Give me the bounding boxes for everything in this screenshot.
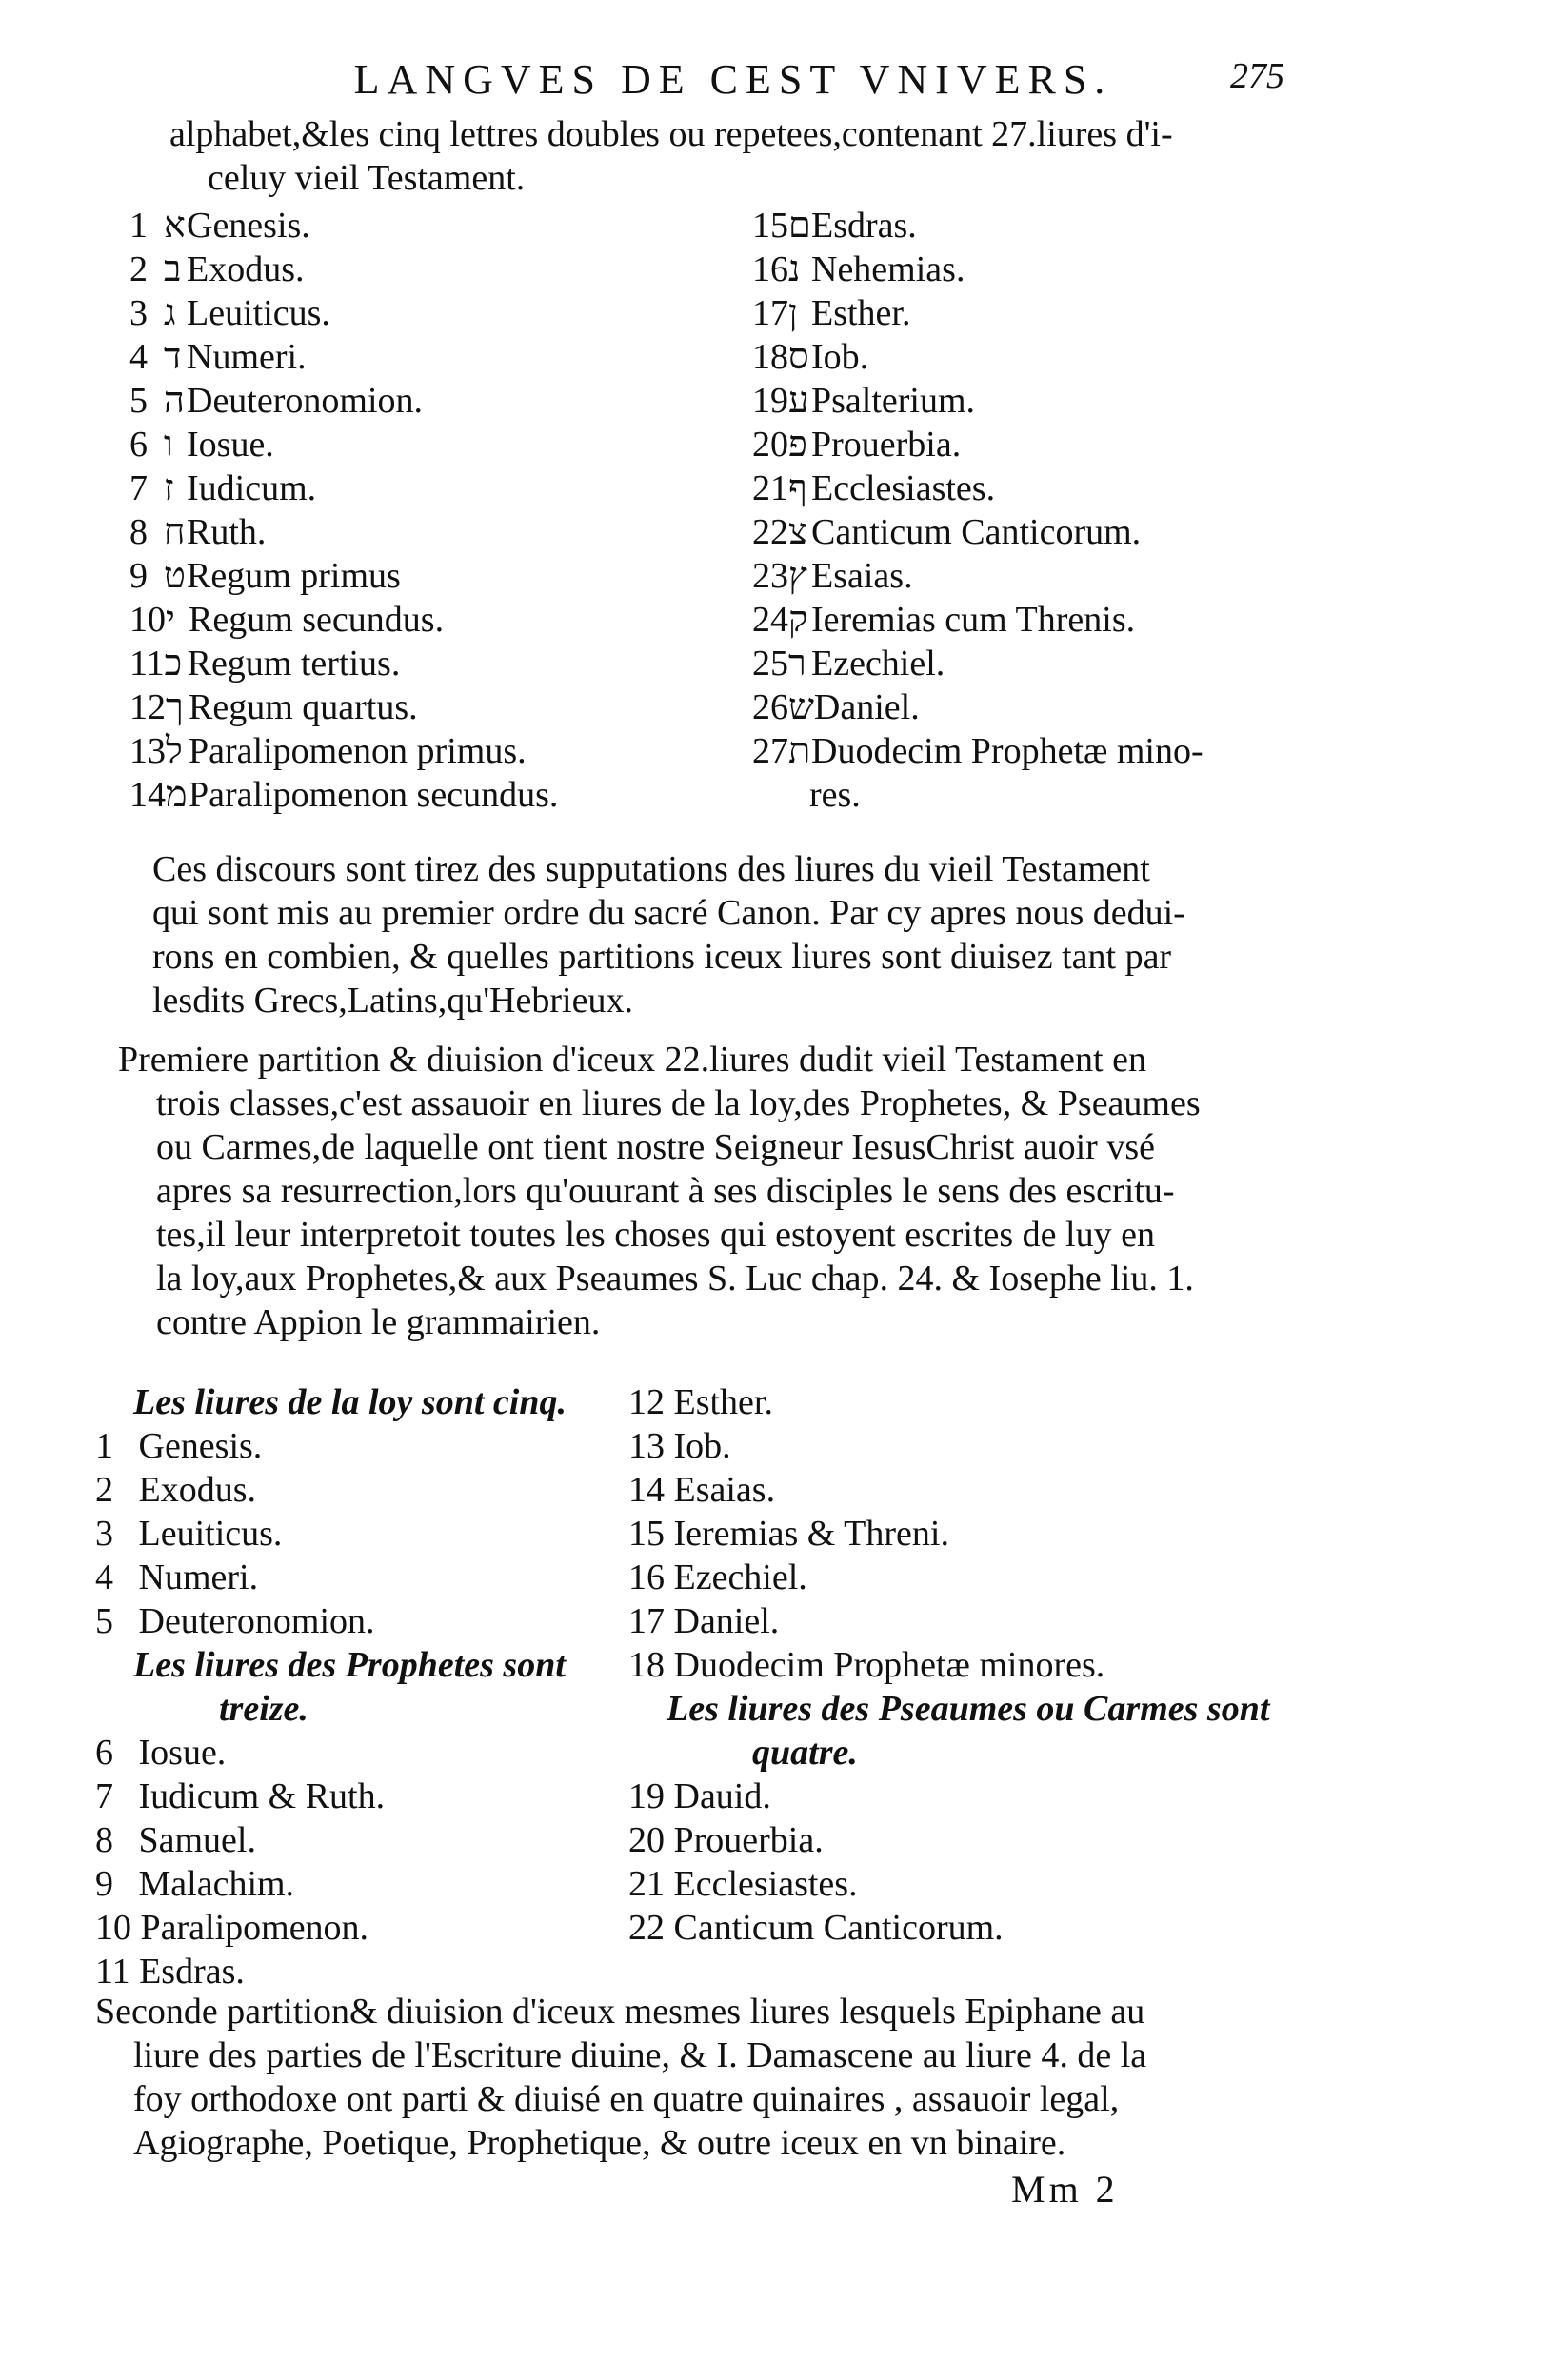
book-name: Regum primus	[187, 556, 401, 596]
item-number: 9	[129, 556, 148, 596]
item-number: 25	[752, 644, 788, 684]
hebrew-letter: ת	[788, 731, 811, 771]
list-item	[129, 248, 558, 291]
list-item	[95, 1950, 567, 1993]
text-line: Ces discours sont tirez des supputations des liures du vieil Testament	[152, 849, 1150, 889]
list-item	[129, 642, 558, 685]
book-name: Regum quartus.	[189, 687, 418, 727]
book-name: Leuiticus.	[187, 293, 330, 333]
list-item	[129, 554, 558, 598]
list-item	[95, 1512, 567, 1556]
list-item	[752, 204, 1204, 248]
list-item	[129, 423, 558, 466]
list-item	[95, 1906, 567, 1950]
hebrew-letter: ס	[788, 337, 809, 377]
list-item	[752, 335, 1204, 379]
item-number: 26	[752, 687, 788, 727]
item-number: 10	[95, 1908, 131, 1948]
list-item	[752, 598, 1204, 642]
item-number: 7	[95, 1776, 113, 1816]
hebrew-letter: ב	[164, 249, 182, 289]
hebrew-letter: ע	[788, 381, 809, 421]
hebrew-letter: ן	[788, 293, 798, 333]
text-line: contre Appion le grammairien.	[156, 1302, 601, 1342]
intro-text	[169, 112, 1173, 200]
list-item	[129, 598, 558, 642]
item-number: 21	[628, 1864, 665, 1904]
text-line: Premiere partition & diuision d'iceux 22.liures dudit vieil Testament en	[118, 1040, 1146, 1080]
hebrew-letter: ל	[166, 731, 183, 771]
book-name: Regum secundus.	[189, 600, 445, 640]
book-name: Ieremias cum Threnis.	[811, 600, 1136, 640]
hebrew-letter: ג	[164, 293, 176, 333]
list-item	[752, 685, 1204, 729]
book-name: Paralipomenon secundus.	[189, 775, 559, 815]
classes-list-right	[628, 1380, 1269, 1950]
book-name: Canticum Canticorum.	[673, 1908, 1004, 1948]
list-item	[95, 1862, 567, 1906]
item-number: 15	[752, 206, 788, 246]
book-name: Numeri.	[138, 1557, 259, 1597]
book-name: Genesis.	[187, 206, 310, 246]
hebrew-letter: ו	[164, 425, 173, 465]
book-name: Ezechiel.	[811, 644, 945, 684]
hebrew-letter: ש	[788, 687, 814, 727]
text-line: ou Carmes,de laquelle ont tient nostre Seigneur IesusChrist auoir vsé	[156, 1127, 1155, 1167]
item-number: 22	[752, 512, 788, 552]
item-number: 5	[95, 1601, 113, 1641]
section-heading	[628, 1731, 1269, 1775]
item-number: 6	[129, 425, 148, 465]
hebrew-letter: ר	[788, 644, 806, 684]
item-number: 12	[129, 687, 166, 727]
book-name: Ecclesiastes.	[673, 1864, 858, 1904]
item-number: 18	[752, 337, 788, 377]
hebrew-letter: ם	[788, 206, 811, 246]
heading-text: quatre.	[752, 1733, 858, 1773]
item-number: 27	[752, 731, 788, 771]
book-name: Paralipomenon primus.	[189, 731, 527, 771]
hebrew-letter: צ	[788, 512, 807, 552]
list-item	[628, 1599, 1269, 1643]
text-line: apres sa resurrection,lors qu'ouurant à ses disciples le sens des escritu-	[156, 1171, 1175, 1211]
item-number: 14	[628, 1470, 665, 1510]
book-name: Esaias.	[811, 556, 913, 596]
book-name: Genesis.	[138, 1426, 263, 1466]
text-line: Seconde partition& diuision d'iceux mesmes liures lesquels Epiphane au	[95, 1992, 1145, 2032]
book-name: Esther.	[811, 293, 911, 333]
item-number: 19	[628, 1776, 665, 1816]
section-heading	[95, 1380, 567, 1424]
book-name: Esther.	[673, 1382, 773, 1422]
book-name: Prouerbia.	[811, 425, 962, 465]
book-name: Iudicum & Ruth.	[138, 1776, 386, 1816]
hebrew-letter: י	[166, 600, 175, 640]
book-name: Ruth.	[187, 512, 267, 552]
text-line: qui sont mis au premier ordre du sacré Canon. Par cy apres nous dedui-	[152, 893, 1185, 933]
book-list-right	[752, 204, 1204, 817]
list-item	[628, 1775, 1269, 1818]
hebrew-letter: ף	[788, 468, 807, 508]
book-name: Prouerbia.	[673, 1820, 824, 1860]
book-name: Deuteronomion.	[187, 381, 424, 421]
list-item	[628, 1643, 1269, 1687]
item-number: 7	[129, 468, 148, 508]
hebrew-letter: א	[164, 206, 186, 246]
book-name: Canticum Canticorum.	[811, 512, 1142, 552]
list-item	[95, 1556, 567, 1599]
hebrew-letter: ץ	[788, 556, 807, 596]
list-item	[628, 1424, 1269, 1468]
paragraph-discours	[152, 847, 1185, 1022]
list-item	[129, 204, 558, 248]
list-item	[752, 466, 1204, 510]
item-number: 17	[752, 293, 788, 333]
hebrew-letter: ד	[164, 337, 182, 377]
item-number: 2	[95, 1470, 113, 1510]
book-name: Iosue.	[187, 425, 274, 465]
list-item	[628, 1468, 1269, 1512]
text-line: tes,il leur interpretoit toutes les choses qui estoyent escrites de luy en	[156, 1215, 1155, 1255]
hebrew-letter: ח	[164, 512, 186, 552]
item-number: 14	[129, 775, 166, 815]
book-name: Iudicum.	[187, 468, 317, 508]
list-item	[95, 1731, 567, 1775]
book-name: Ieremias & Threni.	[673, 1514, 949, 1554]
item-number: 17	[628, 1601, 665, 1641]
hebrew-letter: כ	[164, 644, 183, 684]
list-item	[752, 248, 1204, 291]
item-number: 16	[752, 249, 788, 289]
list-item	[129, 466, 558, 510]
list-item	[628, 1862, 1269, 1906]
book-name: Malachim.	[138, 1864, 295, 1904]
list-item	[95, 1468, 567, 1512]
item-number: 10	[129, 600, 166, 640]
book-name: Duodecim Prophetæ minores.	[673, 1645, 1105, 1685]
list-item	[752, 291, 1204, 335]
list-item	[752, 554, 1204, 598]
list-item	[95, 1599, 567, 1643]
list-item	[752, 379, 1204, 423]
item-number: 8	[129, 512, 148, 552]
book-name: Iob.	[811, 337, 869, 377]
item-number: 4	[129, 337, 148, 377]
hebrew-letter: ט	[164, 556, 186, 596]
item-number: 13	[129, 731, 166, 771]
item-number: 21	[752, 468, 788, 508]
book-name: Numeri.	[187, 337, 307, 377]
heading-text: Les liures des Pseaumes ou Carmes sont	[667, 1689, 1270, 1729]
list-item	[752, 423, 1204, 466]
item-number: 13	[628, 1426, 665, 1466]
book-name: Esaias.	[673, 1470, 776, 1510]
book-name: Daniel.	[673, 1601, 780, 1641]
book-name: Psalterium.	[811, 381, 976, 421]
list-item	[129, 379, 558, 423]
book-name: Dauid.	[673, 1776, 771, 1816]
item-number: 18	[628, 1645, 665, 1685]
list-item	[628, 1906, 1269, 1950]
text-line: la loy,aux Prophetes,& aux Pseaumes S. Luc chap. 24. & Iosephe liu. 1.	[156, 1259, 1194, 1299]
book-name: Regum tertius.	[187, 644, 401, 684]
book-name: Exodus.	[187, 249, 305, 289]
hebrew-letter: פ	[788, 425, 807, 465]
book-name: Ecclesiastes.	[811, 468, 996, 508]
section-heading	[628, 1687, 1269, 1731]
list-item	[752, 729, 1204, 773]
hebrew-letter: מ	[166, 775, 188, 815]
hebrew-letter: נ	[788, 249, 801, 289]
book-name: Daniel.	[813, 687, 920, 727]
item-number: 1	[129, 206, 148, 246]
hebrew-letter: ך	[166, 687, 184, 727]
hebrew-letter: ז	[164, 468, 174, 508]
list-item	[129, 729, 558, 773]
book-name: Esdras.	[139, 1952, 245, 1992]
item-number: 20	[752, 425, 788, 465]
list-item	[628, 1556, 1269, 1599]
item-number: 8	[95, 1820, 113, 1860]
book-name: Paralipomenon.	[140, 1908, 369, 1948]
book-name: Duodecim Prophetæ mino-	[811, 731, 1204, 771]
running-head: LANGVES DE CEST VNIVERS.	[353, 56, 1113, 103]
item-number: 2	[129, 249, 148, 289]
item-number: 3	[95, 1514, 113, 1554]
item-number: 11	[129, 644, 165, 684]
book-name: Nehemias.	[811, 249, 965, 289]
item-number: 24	[752, 600, 788, 640]
list-item	[628, 1512, 1269, 1556]
item-number: 4	[95, 1557, 113, 1597]
list-item	[129, 510, 558, 554]
list-item	[628, 1380, 1269, 1424]
list-item	[129, 291, 558, 335]
hebrew-letter: ה	[164, 381, 185, 421]
heading-text: treize.	[219, 1689, 308, 1729]
book-name: Iosue.	[138, 1733, 227, 1773]
book-name: Ezechiel.	[673, 1557, 807, 1597]
book-name: Exodus.	[138, 1470, 256, 1510]
hebrew-letter: ק	[788, 600, 808, 640]
item-number: 1	[95, 1426, 113, 1466]
item-number: 19	[752, 381, 788, 421]
list-item	[129, 685, 558, 729]
item-number: 5	[129, 381, 148, 421]
text-line: alphabet,&les cinq lettres doubles ou repetees,contenant 27.liures d'i-	[169, 114, 1173, 154]
paragraph-seconde-partition	[95, 1990, 1146, 2165]
book-name: res.	[809, 775, 861, 815]
list-item	[752, 510, 1204, 554]
book-name: Iob.	[673, 1426, 731, 1466]
text-line: Agiographe, Poetique, Prophetique, & outre iceux en vn binaire.	[133, 2123, 1066, 2163]
item-number: 6	[95, 1733, 113, 1773]
text-line: celuy vieil Testament.	[208, 158, 526, 198]
list-item	[628, 1818, 1269, 1862]
heading-text: Les liures des Prophetes sont	[133, 1645, 566, 1685]
item-number: 9	[95, 1864, 113, 1904]
item-number: 3	[129, 293, 148, 333]
text-line: foy orthodoxe ont parti & diuisé en quatre quinaires , assauoir legal,	[133, 2079, 1120, 2119]
section-heading	[95, 1687, 567, 1731]
text-line: liure des parties de l'Escriture diuine, & I. Damascene au liure 4. de la	[133, 2035, 1147, 2075]
list-item	[95, 1424, 567, 1468]
section-heading	[95, 1643, 567, 1687]
list-item	[129, 773, 558, 817]
book-name: Esdras.	[811, 206, 917, 246]
list-item	[95, 1818, 567, 1862]
book-name: Deuteronomion.	[138, 1601, 375, 1641]
text-line: lesdits Grecs,Latins,qu'Hebrieux.	[152, 981, 633, 1021]
text-line: trois classes,c'est assauoir en liures de la loy,des Prophetes, & Pseaumes	[156, 1083, 1201, 1123]
item-number: 15	[628, 1514, 665, 1554]
list-item	[95, 1775, 567, 1818]
list-item	[129, 335, 558, 379]
classes-list-left	[95, 1380, 567, 1993]
book-list-left	[129, 204, 558, 817]
paragraph-premiere-partition	[118, 1038, 1201, 1344]
signature-mark: Mm 2	[1011, 2168, 1119, 2211]
list-item	[752, 642, 1204, 685]
page-number: 275	[1230, 56, 1284, 96]
item-number: 12	[628, 1382, 665, 1422]
item-number: 23	[752, 556, 788, 596]
item-number: 11	[95, 1952, 130, 1992]
book-name: Samuel.	[138, 1820, 256, 1860]
list-item	[752, 773, 1204, 817]
item-number: 22	[628, 1908, 665, 1948]
book-name: Leuiticus.	[138, 1514, 283, 1554]
text-line: rons en combien, & quelles partitions iceux liures sont diuisez tant par	[152, 937, 1172, 977]
item-number: 16	[628, 1557, 665, 1597]
heading-text: Les liures de la loy sont cinq.	[133, 1382, 567, 1422]
item-number: 20	[628, 1820, 665, 1860]
